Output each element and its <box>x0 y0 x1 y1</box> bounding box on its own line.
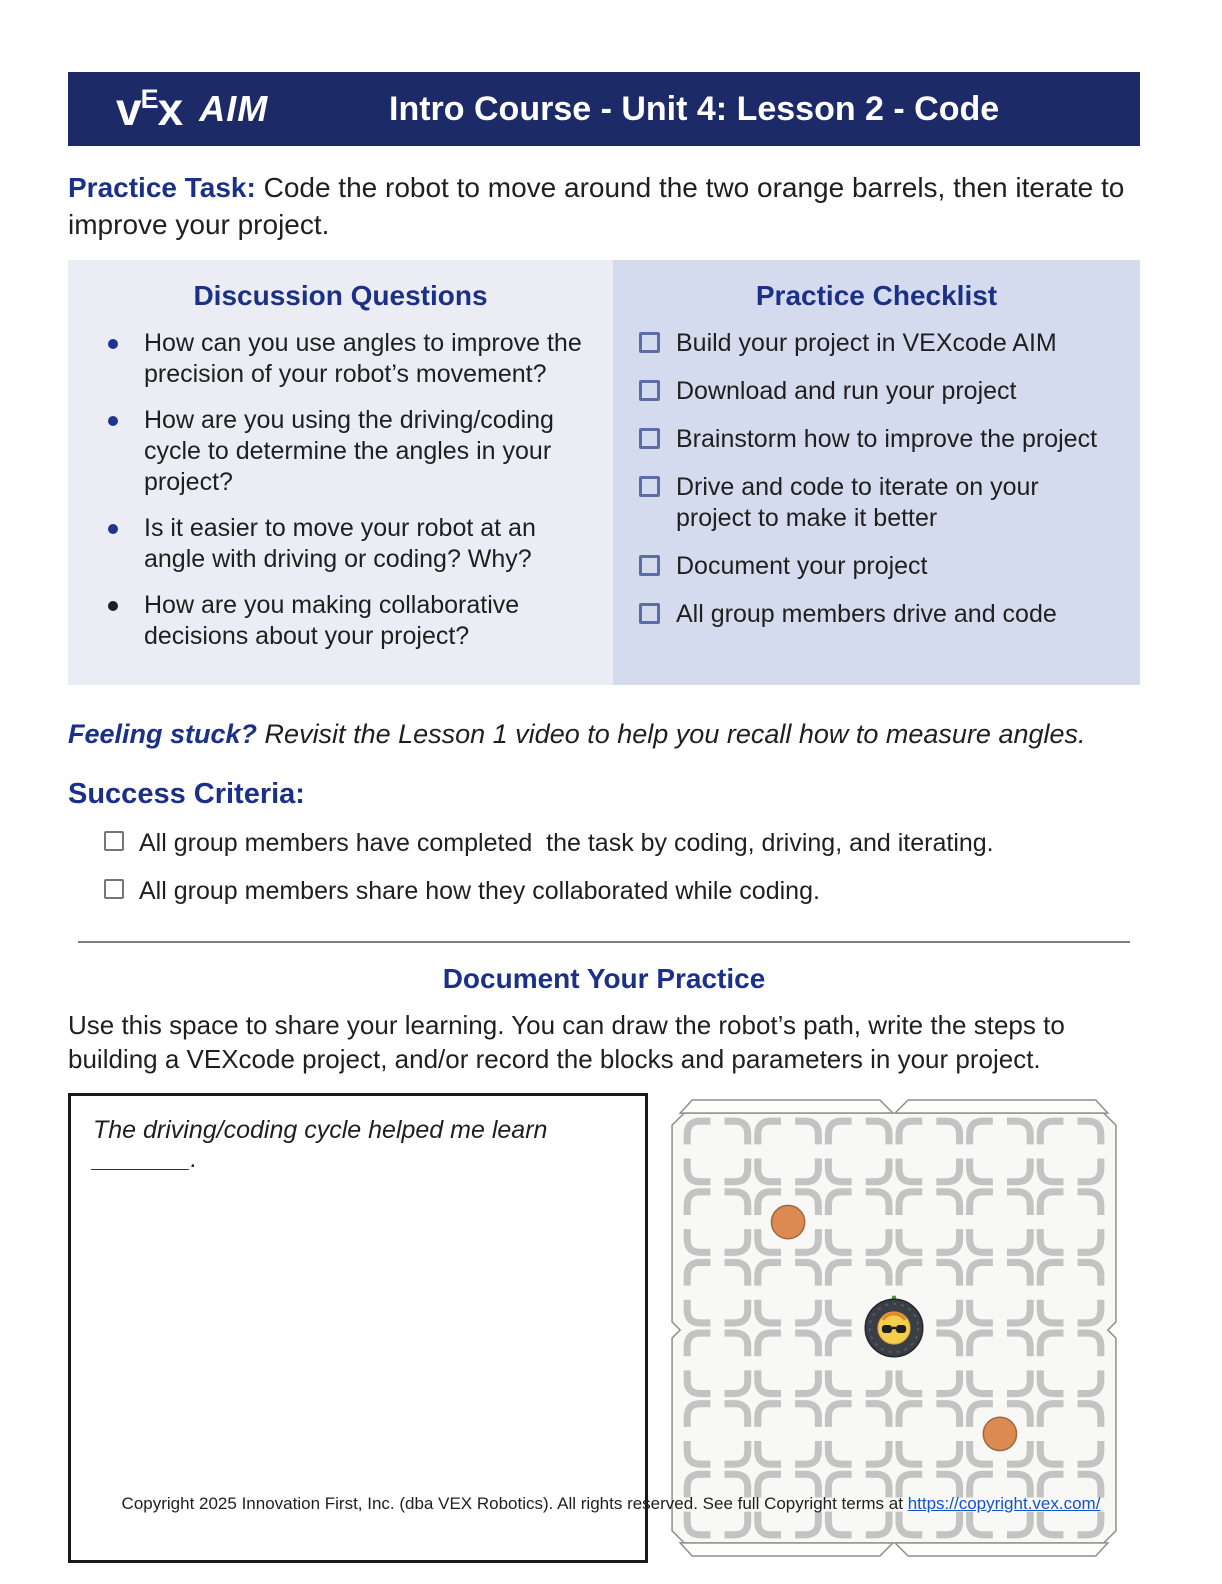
success-criteria-item <box>104 876 1140 907</box>
checklist-item-text: Document your project <box>676 551 928 580</box>
logo-letter-x: x <box>157 83 184 135</box>
header-banner <box>68 72 1140 146</box>
success-criteria-text: All group members share how they collaborated while coding. <box>139 876 820 905</box>
success-criteria-item <box>104 828 1140 859</box>
practice-task-label: Practice Task: <box>68 172 256 203</box>
bullet-dot-icon <box>108 339 118 349</box>
success-criteria-list <box>68 828 1140 907</box>
vex-aim-field <box>664 1093 1124 1563</box>
practice-checklist-box <box>613 260 1140 685</box>
checklist-item <box>637 599 1116 630</box>
discussion-questions-box <box>68 260 613 685</box>
orange-barrel <box>771 1205 804 1238</box>
practice-task <box>68 170 1140 244</box>
feeling-stuck-text: Revisit the Lesson 1 video to help you recall how to measure angles. <box>257 718 1086 749</box>
checkbox-icon[interactable] <box>639 476 660 497</box>
field-svg <box>664 1093 1124 1563</box>
document-practice-instructions: Use this space to share your learning. You can draw the robot’s path, write the steps to building a VEXcode project, and/or record the blocks and parameters in your project. <box>68 1009 1065 1074</box>
copyright-footer <box>0 1494 1222 1514</box>
checklist-item <box>637 328 1116 359</box>
practice-task-text: Code the robot to move around the two orange barrels, then iterate to improve your project. <box>68 172 1125 240</box>
discussion-question-text: How are you making collaborative decisions about your project? <box>144 590 520 650</box>
checkbox-icon[interactable] <box>639 332 660 353</box>
discussion-questions-list <box>94 328 587 652</box>
checklist-item <box>637 376 1116 407</box>
robot-sunglasses-left <box>882 1324 892 1332</box>
robot-sunglasses-right <box>896 1324 906 1332</box>
checklist-item-text: Brainstorm how to improve the project <box>676 424 1098 453</box>
logo-letter-e: E <box>140 83 159 114</box>
checklist-item-text: Drive and code to iterate on your project to make it better <box>676 472 1039 532</box>
checklist-item-text: Download and run your project <box>676 376 1017 405</box>
document-practice-title: Document Your Practice <box>442 962 766 994</box>
success-criteria-title: Success Criteria: <box>68 777 305 810</box>
field-flap <box>680 1100 893 1113</box>
copyright-link[interactable]: https://copyright.vex.com/ <box>907 1494 1101 1513</box>
discussion-question-text: Is it easier to move your robot at an angle with driving or coding? Why? <box>144 513 536 573</box>
practice-checklist-title: Practice Checklist <box>755 279 998 311</box>
discussion-question-item <box>94 513 587 575</box>
discussion-question-text: How are you using the driving/coding cycle to determine the angles in your project? <box>144 405 554 496</box>
checklist-item-text: All group members drive and code <box>676 599 1057 628</box>
checkbox-icon[interactable] <box>639 428 660 449</box>
checkbox-icon[interactable] <box>639 380 660 401</box>
bullet-dot-icon <box>108 524 118 534</box>
copyright-text: Copyright 2025 Innovation First, Inc. (dba VEX Robotics). All rights reserved. See full Copyright terms at <box>121 1494 908 1513</box>
checkbox-icon[interactable] <box>639 555 660 576</box>
checklist-item <box>637 551 1116 582</box>
discussion-questions-title: Discussion Questions <box>193 279 488 311</box>
info-boxes <box>68 260 1140 685</box>
vex-aim-logo <box>116 83 269 135</box>
success-criteria-text: All group members have completed the task by coding, driving, and iterating. <box>139 828 994 857</box>
feeling-stuck-note <box>68 719 1140 750</box>
discussion-question-text: How can you use angles to improve the precision of your robot’s movement? <box>144 328 582 388</box>
logo-aim-text: AIM <box>199 88 269 129</box>
discussion-question-item <box>94 328 587 390</box>
answer-prompt: The driving/coding cycle helped me learn _______. <box>93 1115 548 1173</box>
work-area <box>68 1093 1140 1563</box>
checklist-item <box>637 424 1116 455</box>
checkbox-icon[interactable] <box>104 879 124 899</box>
checkbox-icon[interactable] <box>104 831 124 851</box>
logo-letter-v: v <box>116 83 142 135</box>
page-title: Intro Course - Unit 4: Lesson 2 - Code <box>389 89 1000 128</box>
discussion-question-item <box>94 590 587 652</box>
field-flap <box>895 1542 1108 1555</box>
bullet-dot-icon <box>108 601 118 611</box>
feeling-stuck-label: Feeling stuck? <box>68 718 258 749</box>
checklist-item <box>637 472 1116 534</box>
practice-checklist-list <box>637 328 1116 630</box>
field-flap <box>895 1100 1108 1113</box>
orange-barrel <box>983 1417 1016 1450</box>
discussion-question-item <box>94 405 587 498</box>
field-flap <box>680 1542 893 1555</box>
section-divider <box>78 941 1130 943</box>
checkbox-icon[interactable] <box>639 603 660 624</box>
answer-writing-box[interactable] <box>68 1093 648 1563</box>
checklist-item-text: Build your project in VEXcode AIM <box>676 328 1057 357</box>
bullet-dot-icon <box>108 416 118 426</box>
